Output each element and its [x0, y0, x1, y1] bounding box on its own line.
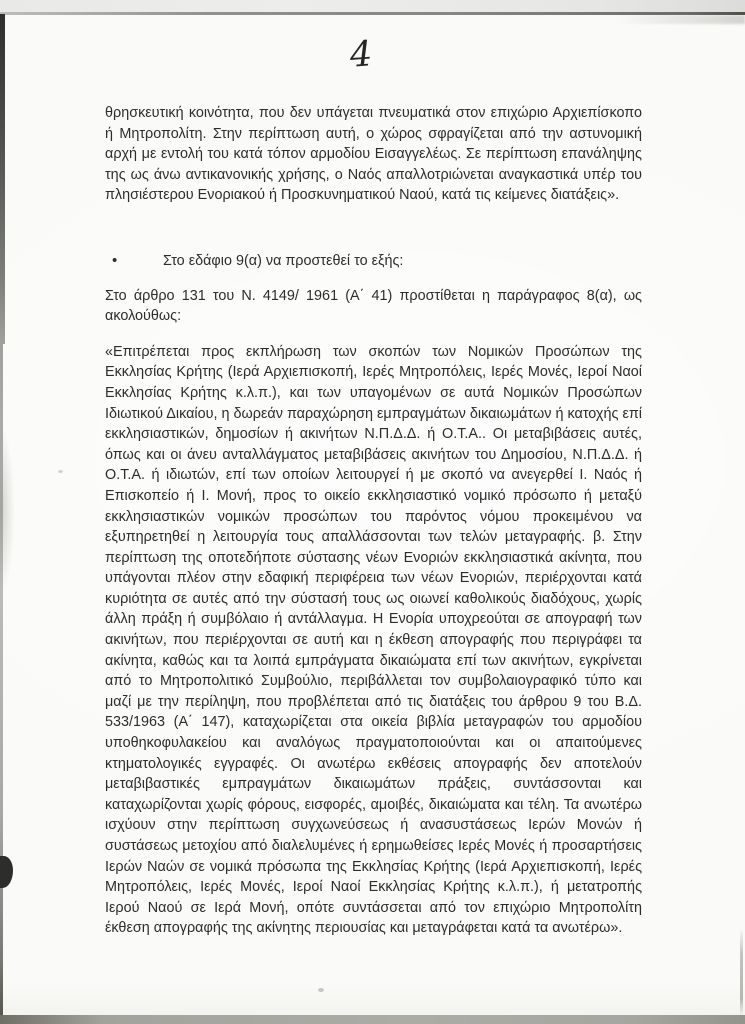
- handwritten-page-number: 4: [348, 34, 374, 76]
- scan-speck: [58, 470, 63, 473]
- paragraph-continuation: θρησκευτική κοινότητα, που δεν υπάγεται πνευματικά στον επιχώριο Αρχιεπίσκοπο ή Μητροπολίτη. Στην περίπτωση αυτή, ο χώρος σφραγίζεται από την αστυνομική αρχή με εντολή του κατά τόπον αρμοδίου Εισαγγελέως. Σε περίπτωση επανάληψης της ως άνω αντικανονικής χρήσης, ο Ναός απαλλοτριώνεται αναγκαστικά υπέρ του πλησιέστερου Ενοριακού ή Προσκυνηματικού Ναού, κατά τις κείμενες διατάξεις».: [105, 105, 642, 204]
- scan-left-smudge: [0, 430, 14, 590]
- scan-top-band: [0, 0, 745, 12]
- scan-right-edge-line: [740, 928, 743, 1016]
- scan-left-edge-strip: [0, 14, 5, 344]
- scan-topright-smudge: [615, 15, 745, 24]
- amendment-lead-paragraph: Στο άρθρο 131 του Ν. 4149/ 1961 (Α΄ 41) προστίθεται η παράγραφος 8(α), ως ακολούθως:: [105, 287, 642, 325]
- scan-ink-blob: [0, 856, 13, 888]
- amendment-body-paragraph: «Επιτρέπεται προς εκπλήρωση των σκοπών των Νομικών Προσώπων της Εκκλησίας Κρήτης (Ιερά Αρχιεπισκοπή, Ιερές Μητροπόλεις, Ιερές Μονές, Ιεροί Ναοί Εκκλησίας Κρήτης κ.λ.π.), και των υπαγομένων σε αυτά Νομικών Προσώπων Ιδιωτικού Δικαίου, η δωρεάν παραχώρηση εμπραγμάτων δικαιωμάτων ή κατοχής επί εκκλησιαστικών, δημοσίων ή ακινήτων Ν.Π.Δ.Δ. ή Ο.Τ.Α.. Οι μεταβιβάσεις αυτές, όπως και οι άνευ ανταλλάγματος μεταβιβάσεις ακινήτων του Δημοσίου, Ν.Π.Δ.Δ. ή Ο.Τ.Α. ή ιδιωτών, επί των οποίων λειτουργεί ή με σκοπό να ανεγερθεί Ι. Ναός ή Επισκοπείο ή Ι. Μονή, προς το οικείο εκκλησιαστικό νομικό πρόσωπο ή μεταξύ εκκλησιαστικών νομικών προσώπων του παρόντος νόμου προκειμένου να εξυπηρετηθεί η λειτουργία τους απαλλάσσονται των τελών μεταγραφής. β. Στην περίπτωση της οποτεδήποτε σύστασης νέων Ενοριών εκκλησιαστικά ακίνητα, που υπάγονται πλέον στην εδαφική περιφέρεια των νέων Ενοριών, περιέρχονται κατά κυριότητα σε αυτές από την σύστασή τους ως οιωνεί καθολικούς διαδόχους, χωρίς άλλη πράξη ή συμβόλαιο ή αντάλλαγμα. Η Ενορία υποχρεούται σε απογραφή των ακινήτων, που περιέρχονται σε αυτή και η έκθεση απογραφής που περιγράφει τα ακίνητα, καθώς και τα λοιπά εμπράγματα δικαιώματα επί των ακινήτων, εγκρίνεται από το Μητροπολιτικό Συμβούλιο, περιβάλλεται τον συμβολαιογραφικό τύπο και μαζί με την περίληψη, που προβλέπεται από τις διατάξεις του άρθρου 9 του Β.Δ. 533/1963 (Α΄ 147), καταχωρίζεται στα οικεία βιβλία μεταγραφών του αρμοδίου υποθηκοφυλακείου και αναλόγως πραγματοποιούνται και οι απαιτούμενες κτηματολογικές εγγραφές. Οι ανωτέρω εκθέσεις απογραφής δεν αποτελούν μεταβιβαστικές εμπραγμάτων δικαιωμάτων πράξεις, συντάσσονται και καταχωρίζονται χωρίς φόρους, εισφορές, αμοιβές, δικαιώματα και τέλη. Τα ανωτέρω ισχύουν στην περίπτωση συγχωνεύσεως ή ανασυστάσεως Ιερών Μονών ή συστάσεως μετοχίου από διαλελυμένες ή ερημωθείσες Ιερές Μονές ή προσαρτήσεις Ιερών Ναών σε νομικά πρόσωπα της Εκκλησίας Κρήτης (Ιερά Αρχιεπισκοπή, Ιερές Μητροπόλεις, Ιερές Μονές, Ιεροί Ναοί Εκκλησίας Κρήτης κ.λ.π.), ή μετατροπής Ιερού Ναού σε Ιερά Μονή, οπότε συντάσσεται από τον επιχώριο Μητροπολίτη έκθεση απογραφής της ακίνητης περιουσίας και μεταγράφεται κατά τα ανωτέρω».: [105, 343, 642, 937]
- bullet-marker: •: [112, 251, 118, 269]
- scan-speck: [318, 988, 324, 992]
- document-body: [105, 103, 642, 939]
- scan-bottom-band: [0, 1015, 745, 1024]
- bullet-text: Στο εδάφιο 9(α) να προστεθεί το εξής:: [163, 252, 404, 269]
- bullet-item: [105, 251, 642, 272]
